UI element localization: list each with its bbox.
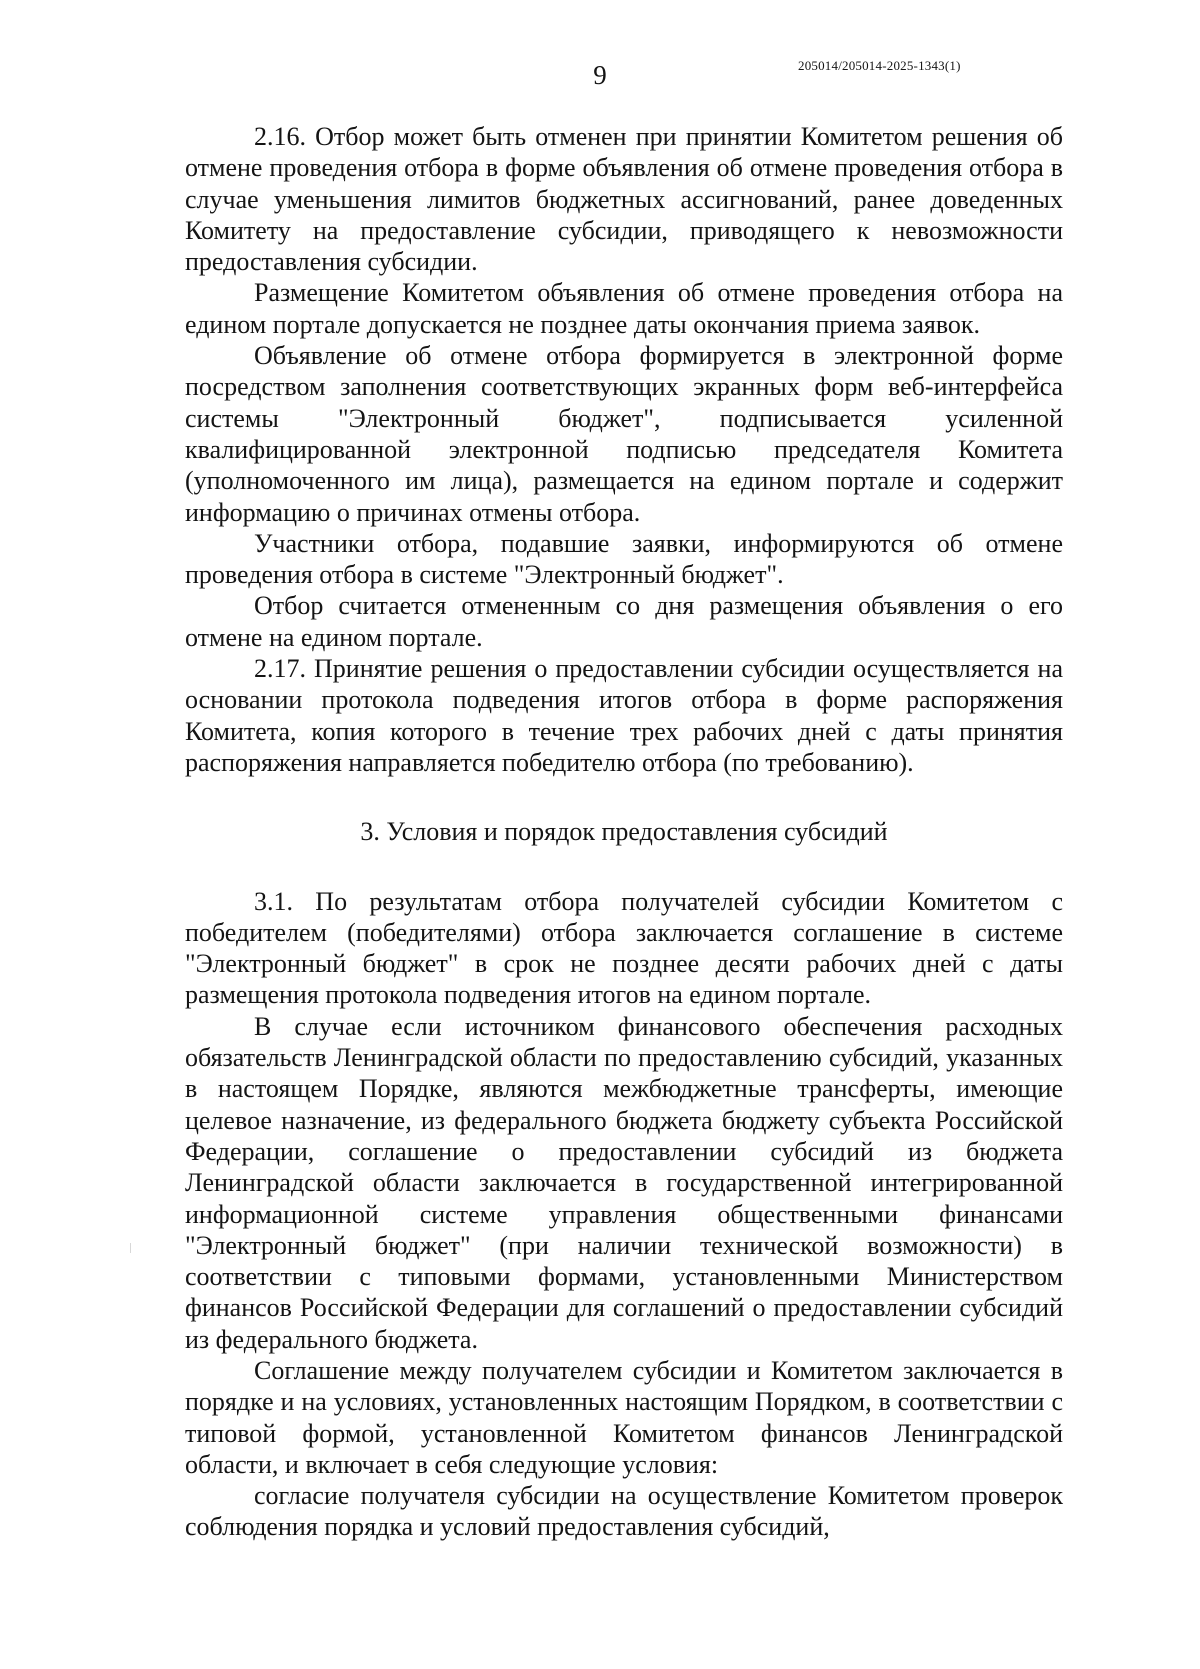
paragraph-federal-transfers: В случае если источником финансового обеспечения расходных обязательств Ленинградской области по предоставлению субсидий, указанных в настоящем Порядке, являются межбюджетные трансферты, имеющие целевое назначение, из федерального бюджета бюджету субъекта Российской Федерации, соглашение о предоставлении субсидий из бюджета Ленинградской области заключается в государственной интегрированной информационной системе управления общественными финансами "Электронный бюджет" (при наличии технической возможности) в соответствии с типовыми формами, установленными Министерством финансов Российской Федерации для соглашений о предоставлении субсидий из федерального бюджета.: [185, 1011, 1063, 1354]
paragraph-participants-informed: Участники отбора, подавшие заявки, информируются об отмене проведения отбора в системе "Электронный бюджет".: [185, 528, 1063, 590]
section-heading: 3. Условия и порядок предоставления субсидий: [360, 817, 888, 847]
paragraph-2-16: 2.16. Отбор может быть отменен при принятии Комитетом решения об отмене проведения отбора в форме объявления об отмене проведения отбора в случае уменьшения лимитов бюджетных ассигнований, ранее доведенных Комитету на предоставление субсидии, приводящего к невозможности предоставления субсидии.: [185, 122, 1063, 277]
paragraph-3-1: 3.1. По результатам отбора получателей субсидии Комитетом с победителем (победителями) отбора заключается соглашение в системе "Электронный бюджет" в срок не позднее десяти рабочих дней с даты размещения протокола подведения итогов на едином портале.: [185, 886, 1063, 1010]
margin-mark: [130, 1243, 131, 1253]
paragraph-agreement-conditions: Соглашение между получателем субсидии и Комитетом заключается в порядке и на условиях, установленных настоящим Порядком, в соответствии с типовой формой, установленной Комитетом финансов Ленинградской области, и включает в себя следующие условия:: [185, 1355, 1063, 1479]
paragraph-cancel-date: Отбор считается отмененным со дня размещения объявления о его отмене на едином портале.: [185, 591, 1063, 652]
document-body: [185, 121, 1063, 1543]
paragraph-cancel-publication: Размещение Комитетом объявления об отмене проведения отбора на едином портале допускается не позднее даты окончания приема заявок.: [185, 278, 1063, 339]
paragraph-cancel-announcement: Объявление об отмене отбора формируется в электронной форме посредством заполнения соответствующих экранных форм веб-интерфейса системы "Электронный бюджет", подписывается усиленной квалифицированной электронной подписью председателя Комитета (уполномоченного им лица), размещается на едином портале и содержит информацию о причинах отмены отбора.: [185, 341, 1063, 527]
paragraph-2-17: 2.17. Принятие решения о предоставлении субсидии осуществляется на основании протокола подведения итогов отбора в форме распоряжения Комитета, копия которого в течение трех рабочих дней с даты принятия распоряжения направляется победителю отбора (по требованию).: [185, 654, 1063, 777]
page-number: 9: [593, 60, 607, 90]
document-code: 205014/205014-2025-1343(1): [798, 58, 961, 73]
paragraph-consent-checks: согласие получателя субсидии на осуществление Комитетом проверок соблюдения порядка и условий предоставления субсидий,: [185, 1481, 1063, 1542]
